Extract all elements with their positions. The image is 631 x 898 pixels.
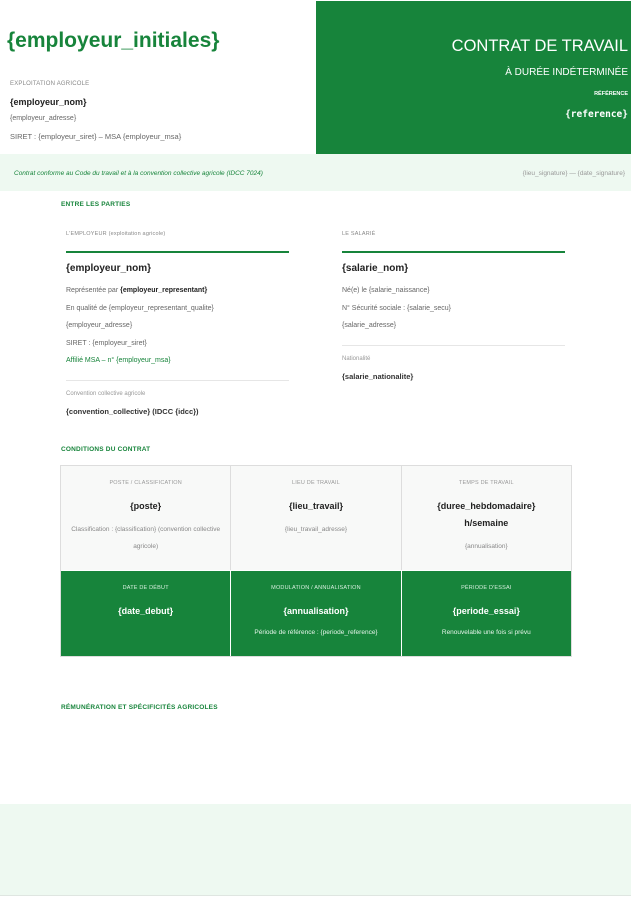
condition-value: {date_debut} bbox=[118, 606, 174, 616]
condition-note: {annualisation} bbox=[464, 543, 508, 550]
condition-label: POSTE / CLASSIFICATION bbox=[109, 480, 182, 486]
condition-note: Classification : {classification} (convention collective agricole) bbox=[71, 526, 221, 550]
condition-cell-modulation bbox=[231, 570, 401, 656]
nationality-value: {salarie_nationalite} bbox=[342, 371, 414, 381]
convention-label: Convention collective agricole bbox=[66, 390, 146, 397]
condition-value: {poste} bbox=[130, 501, 162, 511]
conditions-section-title: CONDITIONS DU CONTRAT bbox=[61, 446, 151, 453]
employer-divider bbox=[66, 380, 289, 381]
condition-value: {lieu_travail} bbox=[288, 501, 343, 511]
remuneration-section-title: RÉMUNÉRATION ET SPÉCIFICITÉS AGRICOLES bbox=[61, 704, 218, 711]
condition-cell-temps bbox=[402, 466, 571, 570]
header-employer-address: {employeur_adresse} bbox=[10, 115, 77, 122]
condition-label: DATE DE DÉBUT bbox=[122, 585, 169, 591]
condition-note: Période de référence : {periode_reference} bbox=[254, 629, 378, 636]
employee-birth: Né(e) le {salarie_naissance} bbox=[342, 287, 430, 294]
contract-subtitle: À DURÉE INDÉTERMINÉE bbox=[505, 67, 628, 78]
employer-msa-affiliation: Affilié MSA – n° {employeur_msa} bbox=[66, 357, 171, 364]
header-employer-name: {employeur_nom} bbox=[10, 97, 87, 107]
employee-party-card bbox=[342, 231, 565, 381]
condition-cell-date-debut bbox=[61, 570, 231, 656]
employer-representative-quality: En qualité de {employeur_representant_qualite} bbox=[66, 304, 214, 312]
employer-initials: {employeur_initiales} bbox=[7, 29, 220, 52]
employer-party-address: {employeur_adresse} bbox=[66, 322, 133, 329]
condition-cell-poste bbox=[61, 466, 231, 570]
condition-value: {periode_essai} bbox=[452, 606, 520, 616]
footer-band bbox=[0, 804, 631, 896]
employee-address: {salarie_adresse} bbox=[342, 322, 397, 329]
reference-label: RÉFÉRENCE bbox=[594, 91, 628, 97]
employer-party-label: L'EMPLOYEUR (exploitation agricole) bbox=[66, 231, 166, 237]
condition-note: Renouvelable une fois si prévu bbox=[441, 629, 531, 636]
condition-value: {annualisation} bbox=[283, 606, 349, 616]
employee-party-label: LE SALARIÉ bbox=[342, 231, 376, 237]
condition-value: {duree_hebdomadaire} h/semaine bbox=[437, 501, 536, 528]
signature-place-date: {lieu_signature} — {date_signature} bbox=[522, 170, 625, 177]
header-employer-block bbox=[0, 0, 316, 154]
parties-section-title: ENTRE LES PARTIES bbox=[61, 201, 131, 208]
represented-value: {employeur_representant} bbox=[120, 287, 208, 294]
header-employer-siret: SIRET : {employeur_siret} – MSA {employeur_msa} bbox=[10, 132, 182, 141]
conditions-row bbox=[61, 466, 571, 570]
header-title-block bbox=[316, 1, 631, 154]
employee-party-rule bbox=[342, 251, 565, 253]
condition-label: LIEU DE TRAVAIL bbox=[292, 480, 340, 486]
condition-label: PÉRIODE D'ESSAI bbox=[461, 585, 512, 591]
employee-divider bbox=[342, 345, 565, 346]
conditions-row bbox=[61, 570, 571, 656]
reference-value: {reference} bbox=[565, 109, 628, 120]
employer-represented-by bbox=[66, 287, 289, 305]
employee-social-security: N° Sécurité sociale : {salarie_secu} bbox=[342, 304, 452, 312]
employer-party-name: {employeur_nom} bbox=[66, 263, 152, 274]
convention-value: {convention_collective} (IDCC {idcc}) bbox=[66, 406, 199, 416]
employer-party-card bbox=[66, 231, 289, 416]
nationality-label: Nationalité bbox=[342, 355, 371, 362]
conformity-text: Contrat conforme au Code du travail et à la convention collective agricole (IDCC 7024) bbox=[14, 170, 263, 177]
condition-cell-lieu bbox=[231, 466, 401, 570]
employer-party-siret: SIRET : {employeur_siret} bbox=[66, 339, 147, 347]
condition-note: {lieu_travail_adresse} bbox=[284, 526, 348, 533]
employee-party-name: {salarie_nom} bbox=[342, 263, 409, 274]
document-header bbox=[0, 0, 631, 154]
condition-label: TEMPS DE TRAVAIL bbox=[458, 480, 514, 486]
condition-cell-periode-essai bbox=[402, 570, 571, 656]
represented-prefix: Représentée par bbox=[66, 287, 121, 294]
employer-party-rule bbox=[66, 251, 289, 253]
contract-title: CONTRAT DE TRAVAIL bbox=[451, 37, 628, 55]
conditions-grid bbox=[60, 465, 572, 657]
exploitation-label: EXPLOITATION AGRICOLE bbox=[10, 81, 90, 87]
condition-label: MODULATION / ANNUALISATION bbox=[271, 585, 361, 591]
